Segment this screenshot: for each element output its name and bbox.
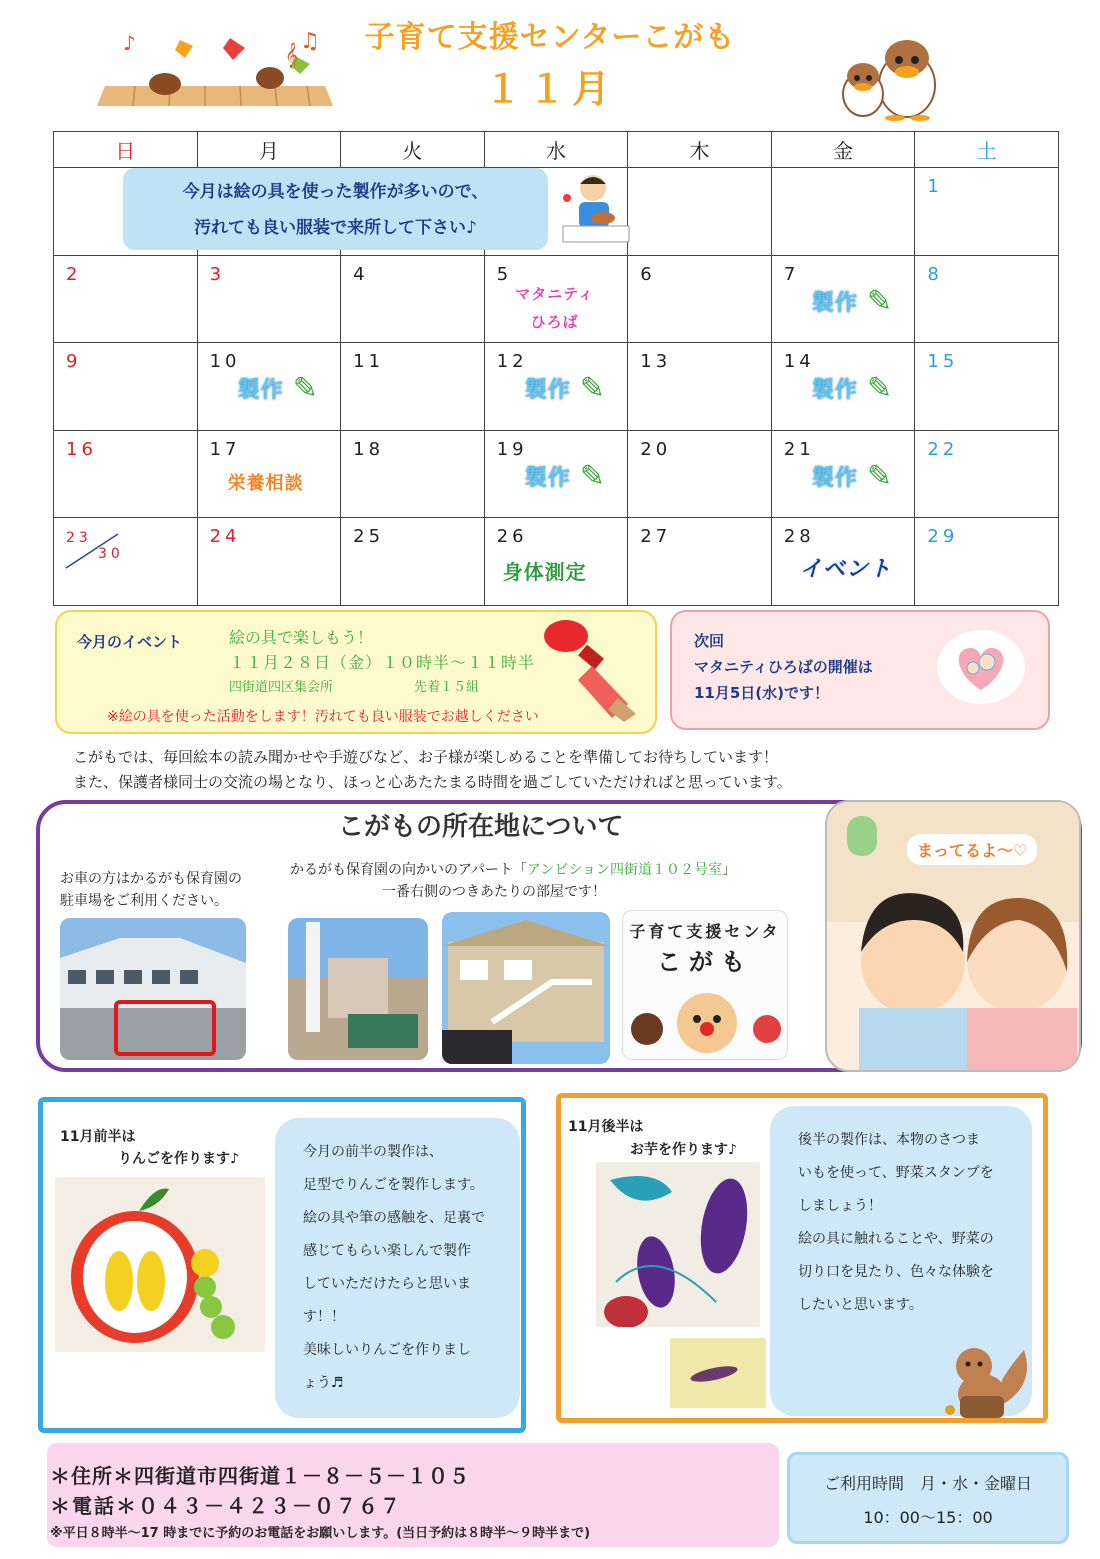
crayon-icon: ✎ xyxy=(579,371,605,406)
second-half-text-0: 後半の製作は、本物のさつま xyxy=(798,1132,980,1148)
paint-tube-icon xyxy=(540,614,640,724)
first-half-text-7: ょう♬ xyxy=(303,1375,344,1391)
first-half-text-5: す！！ xyxy=(303,1309,345,1325)
autumn-piano-illustration xyxy=(95,28,340,110)
day-cell-3 xyxy=(197,255,341,343)
craft-label: 製作 xyxy=(524,378,571,403)
parking-text xyxy=(60,868,242,912)
sign-text-1: 子育て支援センタ xyxy=(629,922,781,941)
parking-line2: 駐車場をご利用ください。 xyxy=(60,893,228,909)
first-half-text-6: 美味しいりんごを作りまし xyxy=(303,1342,471,1358)
day-cell-27 xyxy=(628,518,772,606)
second-half-text-3: 絵の具に触れることや、野菜の xyxy=(798,1231,994,1247)
weekday-sat: 土 xyxy=(915,132,1059,168)
first-half-bubble xyxy=(275,1118,520,1418)
notice-line2: 汚れても良い服装で来所して下さい♪ xyxy=(194,218,477,238)
day-number: 7 xyxy=(783,263,800,285)
day-number: 3 xyxy=(209,263,226,285)
day-cell-17 xyxy=(197,430,341,518)
event-title: 絵の具で楽しもう！ xyxy=(229,628,374,647)
next-line2: マタニティひろばの開催は xyxy=(694,658,873,676)
day-number: 6 xyxy=(640,263,656,285)
craft-label: 製作 xyxy=(811,465,858,491)
sign-text-2: こがも xyxy=(657,948,753,976)
day-number: 14 xyxy=(783,351,815,372)
craft-label: 製作 xyxy=(524,465,571,491)
day-cell-9 xyxy=(54,343,198,431)
day-cell-16 xyxy=(54,430,198,518)
day-cell-1 xyxy=(915,168,1059,256)
day-cell-28 xyxy=(771,518,915,606)
measure-label: 身体測定 xyxy=(502,560,587,584)
day-number: 23 xyxy=(66,530,92,546)
room-text xyxy=(290,859,790,903)
potato-stamp-photo xyxy=(670,1338,766,1408)
day-number: 4 xyxy=(353,263,369,285)
day-cell-23-30 xyxy=(54,518,198,606)
day-number: 9 xyxy=(66,351,82,372)
room-suffix: 」 xyxy=(722,862,737,878)
maternity-line2: ひろば xyxy=(530,312,579,331)
address-text: ＊住所＊四街道市四街道１－８－５－１０５ xyxy=(50,1464,470,1488)
weekday-mon: 月 xyxy=(197,132,341,168)
first-half-text-4: していただけたらと思いま xyxy=(303,1276,471,1292)
nursery-parking-photo xyxy=(60,918,246,1060)
day-cell-25 xyxy=(341,518,485,606)
day-number: 18 xyxy=(353,438,385,460)
apartment-photo xyxy=(442,912,610,1064)
intro-line2: また、保護者様同士の交流の場となり、ほっと心あたたまる時間を過ごしていただければと思っています。 xyxy=(73,773,792,791)
notice-line1: 今月は絵の具を使った製作が多いので、 xyxy=(182,182,489,202)
first-half-text-1: 足型でりんごを製作します。 xyxy=(303,1177,484,1193)
weekday-tue: 火 xyxy=(341,132,485,168)
day-cell-10 xyxy=(197,343,341,431)
crayon-icon: ✎ xyxy=(866,283,892,319)
hours-days: ご利用時間 月・水・金曜日 xyxy=(823,1474,1032,1493)
weekday-fri: 金 xyxy=(771,132,915,168)
center-sign-photo xyxy=(622,910,788,1060)
nursery-sign-photo xyxy=(288,918,428,1060)
day-cell-11 xyxy=(341,343,485,431)
day-number: 22 xyxy=(927,438,959,460)
day-number: 16 xyxy=(66,438,97,460)
month-title: １１月 xyxy=(483,67,616,111)
next-heading: 次回 xyxy=(694,632,725,650)
room-prefix: かるがも保育園の向かいのアパート「 xyxy=(290,862,527,878)
day-cell-13 xyxy=(628,343,772,431)
day-number: 8 xyxy=(927,263,943,285)
day-number: 27 xyxy=(640,526,672,547)
day-number: 24 xyxy=(209,526,241,547)
day-number: 10 xyxy=(209,351,241,372)
day-number: 29 xyxy=(927,526,959,547)
nutrition-label: 栄養相談 xyxy=(227,472,304,494)
day-cell-22 xyxy=(915,430,1059,518)
day-number: 19 xyxy=(496,438,528,460)
event-heading: 今月のイベント xyxy=(77,633,183,651)
day-cell-7 xyxy=(771,255,915,343)
event-label: イベント xyxy=(799,557,892,582)
second-half-text-1: いもを使って、野菜スタンプを xyxy=(798,1165,994,1181)
opening-hours-box xyxy=(787,1452,1069,1544)
center-title: 子育て支援センターこがも xyxy=(364,20,736,55)
first-half-sub: りんごを作ります♪ xyxy=(118,1151,239,1167)
painting-child-illustration xyxy=(555,168,635,246)
location-heading: こがもの所在地について xyxy=(338,812,624,842)
day-cell-24 xyxy=(197,518,341,606)
next-line3: 11月5日(水)です！ xyxy=(694,684,830,702)
second-half-sub: お芋を作ります♪ xyxy=(630,1142,737,1158)
crayon-icon: ✎ xyxy=(292,371,318,406)
clothing-notice xyxy=(123,168,548,250)
mother-baby-icon xyxy=(935,628,1027,706)
event-capacity: 先着１５組 xyxy=(414,680,480,695)
second-half-text-4: 切り口を見たり、色々な体験を xyxy=(798,1264,994,1280)
day-cell-20 xyxy=(628,430,772,518)
day-number: 2 xyxy=(66,263,82,285)
phone-text: ＊電話＊０４３－４２３－０７６７ xyxy=(50,1494,402,1518)
room-line2: 一番右側のつきあたりの部屋です！ xyxy=(382,884,606,900)
day-cell-29 xyxy=(915,518,1059,606)
sweet-potato-craft-photo xyxy=(596,1162,760,1327)
second-half-heading: 11月後半は xyxy=(568,1119,644,1135)
squirrel-illustration xyxy=(940,1336,1036,1420)
day-cell-14 xyxy=(771,343,915,431)
day-number: 20 xyxy=(640,438,672,460)
weekday-wed: 水 xyxy=(484,132,628,168)
day-number: 21 xyxy=(783,438,815,460)
reservation-text: ※平日８時半～17 時までに予約のお電話をお願いします。(当日予約は８時半～９時半まで) xyxy=(50,1526,591,1541)
day-number: 26 xyxy=(496,526,528,547)
day-cell-empty xyxy=(771,168,915,256)
day-cell-18 xyxy=(341,430,485,518)
day-cell-26 xyxy=(484,518,628,606)
crayon-icon: ✎ xyxy=(866,371,892,406)
event-place: 四街道四区集会所 xyxy=(229,680,334,695)
svg-text:♪: ♪ xyxy=(123,31,136,55)
day-cell-empty xyxy=(628,168,772,256)
maternity-label xyxy=(515,280,595,336)
crayon-icon: ✎ xyxy=(579,458,605,494)
craft-label: 製作 xyxy=(237,378,284,403)
day-cell-21 xyxy=(771,430,915,518)
craft-label: 製作 xyxy=(811,378,858,403)
day-cell-19 xyxy=(484,430,628,518)
day-cell-4 xyxy=(341,255,485,343)
apple-craft-photo xyxy=(55,1177,265,1352)
craft-label: 製作 xyxy=(811,290,858,316)
day-number: 12 xyxy=(496,351,528,372)
day-cell-12 xyxy=(484,343,628,431)
first-half-text-3: 感じてもらい楽しんで製作 xyxy=(303,1243,471,1259)
day-number: 13 xyxy=(640,351,672,372)
day-number: 17 xyxy=(209,438,241,460)
event-datetime: １１月２８日（金）１０時半～１１時半 xyxy=(229,653,536,672)
day-cell-6 xyxy=(628,255,772,343)
day-cell-2 xyxy=(54,255,198,343)
parking-line1: お車の方はかるがも保育園の xyxy=(60,871,242,887)
day-number: 15 xyxy=(927,351,959,372)
first-half-heading: 11月前半は xyxy=(60,1129,136,1145)
first-half-text-2: 絵の具や筆の感触を、足裏で xyxy=(303,1210,485,1226)
second-half-text-2: しましょう！ xyxy=(798,1198,882,1214)
day-cell-15 xyxy=(915,343,1059,431)
welcome-bubble: まってるよ～♡ xyxy=(907,834,1037,865)
room-name: アンビション四街道１０２号室 xyxy=(526,862,723,878)
maternity-line1: マタニティ xyxy=(515,284,595,303)
staff-illustration xyxy=(825,800,1081,1072)
weekday-sun: 日 xyxy=(54,132,198,168)
svg-text:𝄞: 𝄞 xyxy=(285,43,299,68)
day-number: 5 xyxy=(496,263,513,285)
day-number: 25 xyxy=(353,526,385,547)
day-number: 1 xyxy=(927,176,943,197)
day-number-30: 30 xyxy=(98,546,124,562)
duck-mascot-illustration xyxy=(835,30,945,122)
crayon-icon: ✎ xyxy=(866,458,892,494)
svg-text:♫: ♫ xyxy=(300,29,320,54)
second-half-text-5: したいと思います。 xyxy=(798,1297,923,1313)
first-half-text-0: 今月の前半の製作は、 xyxy=(303,1144,443,1160)
weekday-thu: 木 xyxy=(628,132,772,168)
event-note: ※絵の具を使った活動をします！汚れても良い服装でお越しください xyxy=(107,709,539,725)
day-cell-5 xyxy=(484,255,628,343)
intro-line1: こがもでは、毎回絵本の読み聞かせや手遊びなど、お子様が楽しめることを準備してお待ちしています！ xyxy=(73,748,779,766)
day-number: 28 xyxy=(783,526,815,547)
day-number: 11 xyxy=(353,351,385,372)
hours-time: 10：00～15：00 xyxy=(863,1508,993,1527)
day-cell-8 xyxy=(915,255,1059,343)
